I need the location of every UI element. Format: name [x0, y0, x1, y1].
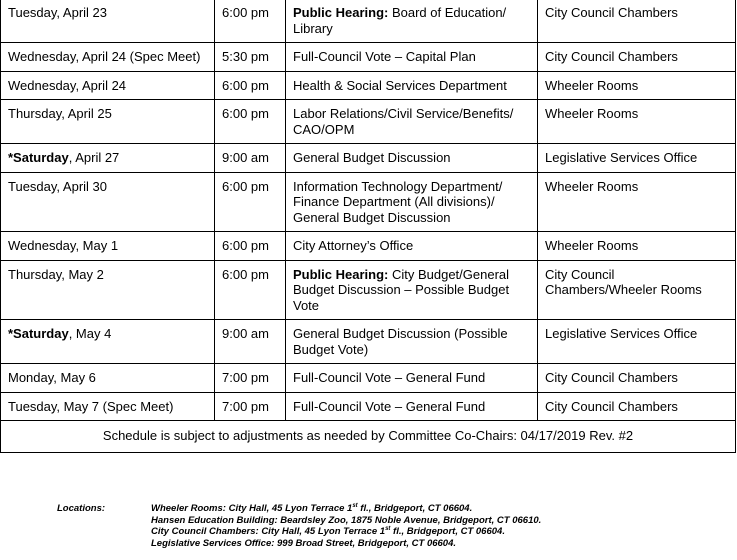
item-text: Full-Council Vote – General Fund	[293, 398, 486, 414]
date-cell	[1, 260, 215, 320]
item-cell	[286, 172, 538, 232]
time-cell: 6:00 pm	[215, 260, 286, 320]
locations-list	[151, 503, 541, 549]
schedule-row	[1, 320, 736, 364]
item-cell	[286, 43, 538, 72]
item-text: Full-Council Vote – Capital Plan	[293, 49, 476, 64]
date-cell	[1, 392, 215, 421]
date-text: Wednesday, May 1	[8, 238, 119, 253]
location-cell: Wheeler Rooms	[538, 232, 736, 261]
date-prefix: *Saturday	[8, 326, 69, 341]
date-text: Monday, May 6	[8, 370, 96, 385]
schedule-row	[1, 43, 736, 72]
time-cell: 6:00 pm	[215, 232, 286, 261]
item-text: Health & Social Services Department	[293, 77, 507, 93]
time-cell: 9:00 am	[215, 320, 286, 364]
item-text: City Attorney’s Office	[293, 238, 414, 253]
date-cell	[1, 100, 215, 144]
time-cell: 6:00 pm	[215, 0, 286, 43]
time-cell: 9:00 am	[215, 144, 286, 173]
ordinal-suffix: st	[385, 525, 391, 532]
schedule-row	[1, 364, 736, 393]
location-cell: City Council Chambers	[538, 0, 736, 43]
date-cell	[1, 364, 215, 393]
item-cell	[286, 320, 538, 364]
date-cell	[1, 232, 215, 261]
location-hansen-building: Hansen Education Building: Beardsley Zoo, 1875 Noble Avenue, Bridgeport, CT 06610.	[151, 514, 542, 526]
location-council-chambers	[151, 526, 541, 538]
location-wheeler-rest: fl., Bridgeport, CT 06604.	[357, 503, 473, 514]
item-bold: Public Hearing:	[293, 266, 389, 282]
schedule-row	[1, 0, 736, 43]
location-council-text: City Council Chambers: City Hall, 45 Lyon Terrace 1	[151, 526, 386, 537]
schedule-note: Schedule is subject to adjustments as needed by Committee Co-Chairs: 04/17/2019 Rev. #2	[1, 421, 736, 453]
location-cell: Wheeler Rooms	[538, 172, 736, 232]
date-text: Tuesday, April 30	[8, 178, 107, 194]
schedule-row	[1, 260, 736, 320]
date-text: Wednesday, April 24 (Spec Meet)	[8, 49, 201, 64]
item-cell	[286, 232, 538, 261]
time-cell: 6:00 pm	[215, 71, 286, 100]
location-cell: City Council Chambers	[538, 43, 736, 72]
item-cell	[286, 100, 538, 144]
item-cell	[286, 144, 538, 173]
time-cell: 7:00 pm	[215, 364, 286, 393]
location-cell: Legislative Services Office	[538, 320, 736, 364]
date-text: Thursday, April 25	[8, 106, 112, 121]
location-wheeler-text: Wheeler Rooms: City Hall, 45 Lyon Terrace 1	[151, 503, 353, 514]
schedule-row	[1, 144, 736, 173]
time-cell: 6:00 pm	[215, 172, 286, 232]
location-cell: City Council Chambers/Wheeler Rooms	[538, 260, 736, 320]
date-text: Tuesday, April 23	[8, 5, 107, 20]
date-text: , April 27	[68, 150, 120, 165]
item-text: Labor Relations/Civil Service/Benefits/ CAO/OPM	[293, 106, 514, 137]
date-cell	[1, 0, 215, 43]
date-text: Tuesday, May 7 (Spec Meet)	[8, 398, 174, 414]
schedule-row	[1, 100, 736, 144]
date-prefix: *Saturday	[8, 150, 69, 165]
location-cell: Legislative Services Office	[538, 144, 736, 173]
item-cell	[286, 0, 538, 43]
location-cell: City Council Chambers	[538, 364, 736, 393]
item-cell	[286, 260, 538, 320]
location-council-rest: fl., Bridgeport, CT 06604.	[390, 526, 505, 537]
item-text: Information Technology Department/ Finance Department (All divisions)/ General Budget Discussion	[293, 178, 503, 225]
schedule-row	[1, 172, 736, 232]
item-cell	[286, 364, 538, 393]
time-cell: 6:00 pm	[215, 100, 286, 144]
item-text: Board of Education/ Library	[293, 5, 507, 36]
date-cell	[1, 71, 215, 100]
item-cell	[286, 392, 538, 421]
item-text: General Budget Discussion	[293, 150, 451, 165]
schedule-row	[1, 71, 736, 100]
time-cell: 5:30 pm	[215, 43, 286, 72]
date-cell	[1, 172, 215, 232]
item-bold: Public Hearing:	[293, 5, 389, 20]
location-wheeler-rooms	[151, 503, 541, 515]
item-cell	[286, 71, 538, 100]
date-cell	[1, 320, 215, 364]
date-cell	[1, 43, 215, 72]
date-text: Thursday, May 2	[8, 266, 104, 282]
item-text: City Budget/General Budget Discussion – Possible Budget Vote	[293, 266, 510, 313]
location-cell: Wheeler Rooms	[538, 71, 736, 100]
location-cell: Wheeler Rooms	[538, 100, 736, 144]
ordinal-suffix: st	[352, 502, 358, 509]
item-text: General Budget Discussion (Possible Budget Vote)	[293, 326, 508, 357]
schedule-note-row	[1, 421, 736, 453]
date-text: , May 4	[68, 326, 112, 341]
location-legislative-office: Legislative Services Office: 999 Broad Street, Bridgeport, CT 06604.	[151, 537, 457, 549]
date-text: Wednesday, April 24	[8, 77, 127, 93]
item-text: Full-Council Vote – General Fund	[293, 370, 486, 385]
schedule-row	[1, 232, 736, 261]
locations-label: Locations:	[57, 503, 106, 514]
date-cell	[1, 144, 215, 173]
location-cell: City Council Chambers	[538, 392, 736, 421]
time-cell: 7:00 pm	[215, 392, 286, 421]
schedule-row	[1, 392, 736, 421]
